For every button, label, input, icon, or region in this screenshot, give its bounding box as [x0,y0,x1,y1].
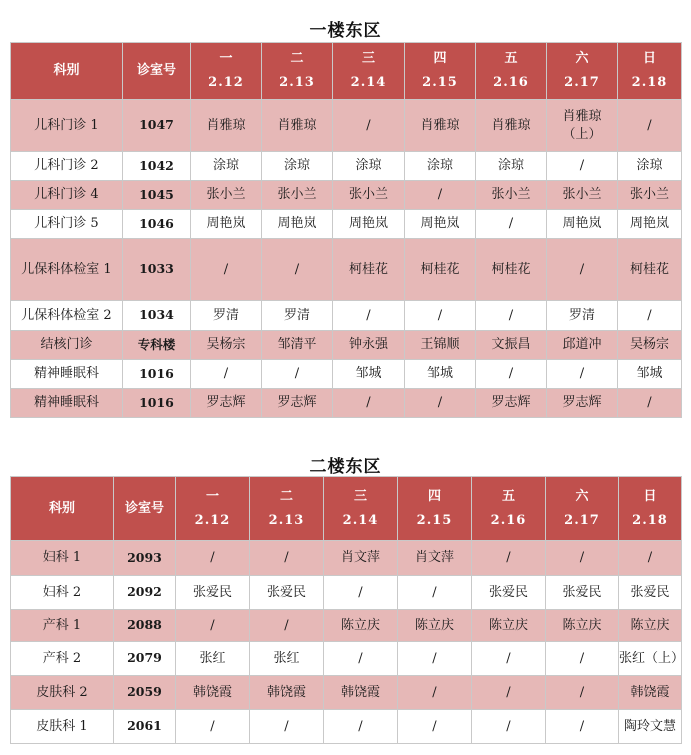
room-cell: 2093 [114,541,176,576]
doctor-cell: 张小兰 [547,181,618,210]
doctor-cell: / [472,676,546,710]
table-row [11,642,682,676]
table-row [11,181,682,210]
doctor-cell: / [546,642,619,676]
doctor-cell: / [619,541,682,576]
header-day: 四 2.15 [405,43,476,100]
doctor-cell: 肖文萍 [398,541,472,576]
doctor-cell: 邱道冲 [547,331,618,360]
header-room: 诊室号 [114,477,176,541]
doctor-cell: 王锦顺 [405,331,476,360]
doctor-cell: / [333,100,405,152]
table-row [11,331,682,360]
doctor-cell: / [476,301,547,331]
header-day: 四 2.15 [398,477,472,541]
doctor-cell: 周艳岚 [618,210,682,239]
doctor-cell: / [547,360,618,389]
doctor-cell: 肖雅琼 （上） [547,100,618,152]
doctor-cell: 罗志辉 [547,389,618,418]
doctor-cell: / [324,576,398,610]
table-row [11,389,682,418]
doctor-cell: / [191,360,262,389]
table-row [11,541,682,576]
room-cell: 2061 [114,710,176,744]
doctor-cell: / [176,610,250,642]
doctor-cell: 陈立庆 [619,610,682,642]
doctor-cell: 肖雅琼 [191,100,262,152]
room-cell: 2079 [114,642,176,676]
doctor-cell: 陈立庆 [472,610,546,642]
doctor-cell: / [176,710,250,744]
room-cell: 1034 [123,301,191,331]
table-row [11,710,682,744]
doctor-cell: 张爱民 [472,576,546,610]
doctor-cell: / [324,642,398,676]
doctor-cell: / [398,676,472,710]
doctor-cell: 文振昌 [476,331,547,360]
doctor-cell: 涂琼 [618,152,682,181]
doctor-cell: 柯桂花 [333,239,405,301]
doctor-cell: / [262,360,333,389]
doctor-cell: 肖雅琼 [476,100,547,152]
room-cell: 1045 [123,181,191,210]
table-row [11,301,682,331]
doctor-cell: / [250,710,324,744]
doctor-cell: 周艳岚 [333,210,405,239]
doctor-cell: / [398,576,472,610]
doctor-cell: / [546,676,619,710]
doctor-cell: 陈立庆 [398,610,472,642]
doctor-cell: 张小兰 [476,181,547,210]
doctor-cell: 肖雅琼 [262,100,333,152]
doctor-cell: 罗清 [191,301,262,331]
header-day: 五 2.16 [476,43,547,100]
doctor-cell: 张爱民 [619,576,682,610]
header-day: 一 2.12 [176,477,250,541]
doctor-cell: 韩饶霞 [324,676,398,710]
room-cell: 专科楼 [123,331,191,360]
doctor-cell: 韩饶霞 [619,676,682,710]
dept-cell: 儿保科体检室 1 [11,239,123,301]
doctor-cell: 吴杨宗 [618,331,682,360]
dept-cell: 结核门诊 [11,331,123,360]
dept-cell: 皮肤科 1 [11,710,114,744]
dept-cell: 儿科门诊 5 [11,210,123,239]
doctor-cell: / [405,181,476,210]
doctor-cell: 张爱民 [546,576,619,610]
header-dept: 科别 [11,477,114,541]
doctor-cell: 邹清平 [262,331,333,360]
dept-cell: 妇科 1 [11,541,114,576]
doctor-cell: / [324,710,398,744]
doctor-cell: 周艳岚 [405,210,476,239]
header-day: 六 2.17 [546,477,619,541]
doctor-cell: 邹城 [333,360,405,389]
dept-cell: 儿保科体检室 2 [11,301,123,331]
doctor-cell: 柯桂花 [618,239,682,301]
doctor-cell: 陈立庆 [546,610,619,642]
header-day: 三 2.14 [324,477,398,541]
doctor-cell: 肖文萍 [324,541,398,576]
doctor-cell: 柯桂花 [476,239,547,301]
doctor-cell: / [546,710,619,744]
doctor-cell: 韩饶霞 [250,676,324,710]
dept-cell: 产科 2 [11,642,114,676]
doctor-cell: / [472,642,546,676]
header-day: 二 2.13 [250,477,324,541]
dept-cell: 产科 1 [11,610,114,642]
table-row [11,239,682,301]
doctor-cell: / [405,389,476,418]
doctor-cell: / [618,301,682,331]
doctor-cell: 涂琼 [262,152,333,181]
doctor-cell: 张小兰 [618,181,682,210]
doctor-cell: / [398,710,472,744]
doctor-cell: 陶玲文慧 [619,710,682,744]
table-row [11,152,682,181]
room-cell: 2092 [114,576,176,610]
dept-cell: 儿科门诊 1 [11,100,123,152]
doctor-cell: 张红（上） [619,642,682,676]
doctor-cell: / [618,389,682,418]
room-cell: 1047 [123,100,191,152]
header-dept: 科别 [11,43,123,100]
schedule-table-floor1-east [10,42,682,418]
doctor-cell: / [547,239,618,301]
dept-cell: 儿科门诊 4 [11,181,123,210]
dept-cell: 儿科门诊 2 [11,152,123,181]
doctor-cell: / [472,541,546,576]
doctor-cell: / [333,301,405,331]
table-row [11,676,682,710]
doctor-cell: / [333,389,405,418]
doctor-cell: / [191,239,262,301]
doctor-cell: 邹城 [405,360,476,389]
doctor-cell: 涂琼 [476,152,547,181]
schedule-table-floor2-east [10,476,685,744]
doctor-cell: / [398,642,472,676]
doctor-cell: 涂琼 [405,152,476,181]
doctor-cell: / [547,152,618,181]
header-room: 诊室号 [123,43,191,100]
doctor-cell: 韩饶霞 [176,676,250,710]
table-row [11,100,682,152]
doctor-cell: 吴杨宗 [191,331,262,360]
doctor-cell: / [476,360,547,389]
header-day: 二 2.13 [262,43,333,100]
doctor-cell: 周艳岚 [262,210,333,239]
doctor-cell: 张爱民 [250,576,324,610]
doctor-cell: 张小兰 [333,181,405,210]
room-cell: 1016 [123,389,191,418]
header-day: 日 2.18 [618,43,682,100]
doctor-cell: 张爱民 [176,576,250,610]
doctor-cell: 涂琼 [333,152,405,181]
doctor-cell: 钟永强 [333,331,405,360]
doctor-cell: / [476,210,547,239]
header-day: 一 2.12 [191,43,262,100]
doctor-cell: 周艳岚 [547,210,618,239]
header-day: 三 2.14 [333,43,405,100]
doctor-cell: 肖雅琼 [405,100,476,152]
doctor-cell: 张红 [176,642,250,676]
dept-cell: 皮肤科 2 [11,676,114,710]
header-day: 日 2.18 [619,477,682,541]
room-cell: 1042 [123,152,191,181]
doctor-cell: 罗清 [262,301,333,331]
room-cell: 1033 [123,239,191,301]
doctor-cell: 周艳岚 [191,210,262,239]
doctor-cell: / [546,541,619,576]
dept-cell: 妇科 2 [11,576,114,610]
table-row [11,576,682,610]
doctor-cell: 张小兰 [262,181,333,210]
header-day: 五 2.16 [472,477,546,541]
room-cell: 1046 [123,210,191,239]
doctor-cell: / [176,541,250,576]
doctor-cell: 罗志辉 [191,389,262,418]
doctor-cell: / [250,541,324,576]
doctor-cell: / [405,301,476,331]
doctor-cell: 张小兰 [191,181,262,210]
header-day: 六 2.17 [547,43,618,100]
doctor-cell: / [618,100,682,152]
table-row [11,610,682,642]
doctor-cell: 陈立庆 [324,610,398,642]
room-cell: 2088 [114,610,176,642]
doctor-cell: 邹城 [618,360,682,389]
room-cell: 1016 [123,360,191,389]
table-row [11,360,682,389]
doctor-cell: 罗清 [547,301,618,331]
section-title-floor1-east: 一楼东区 [309,21,382,41]
dept-cell: 精神睡眠科 [11,389,123,418]
doctor-cell: 罗志辉 [476,389,547,418]
doctor-cell: 涂琼 [191,152,262,181]
room-cell: 2059 [114,676,176,710]
dept-cell: 精神睡眠科 [11,360,123,389]
section-title-floor2-east: 二楼东区 [309,457,382,477]
doctor-cell: / [250,610,324,642]
doctor-cell: / [262,239,333,301]
doctor-cell: 柯桂花 [405,239,476,301]
doctor-cell: / [472,710,546,744]
doctor-cell: 张红 [250,642,324,676]
doctor-cell: 罗志辉 [262,389,333,418]
table-row [11,210,682,239]
